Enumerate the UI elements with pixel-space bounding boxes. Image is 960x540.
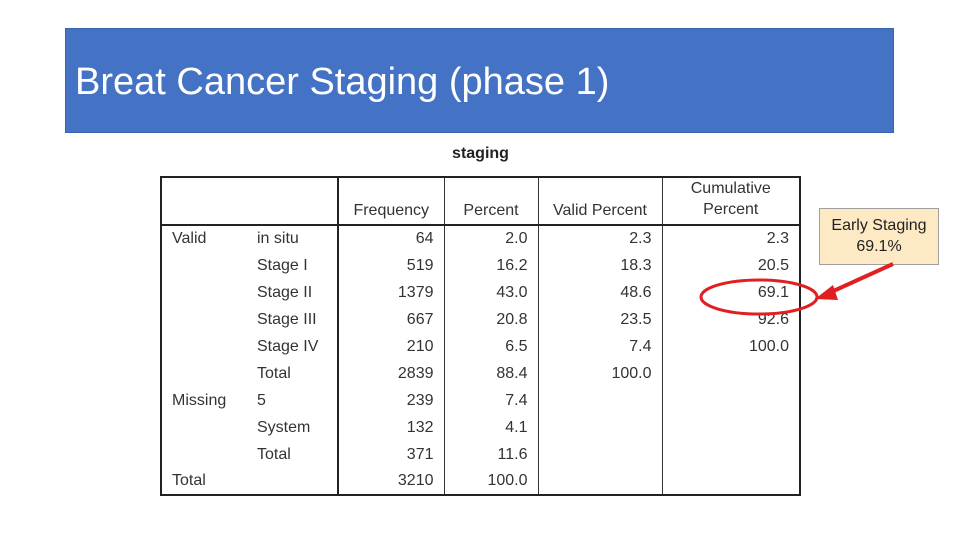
row-group-label (161, 333, 247, 360)
percent-cell: 2.0 (444, 225, 538, 252)
row-category-label: in situ (247, 225, 338, 252)
percent-cell: 11.6 (444, 441, 538, 468)
valid-percent-cell (538, 468, 662, 495)
frequency-cell: 64 (338, 225, 444, 252)
row-group-label (161, 306, 247, 333)
title-banner (65, 28, 894, 133)
cumulative-percent-cell: 100.0 (748, 337, 789, 355)
percent-cell: 43.0 (444, 279, 538, 306)
frequency-cell: 3210 (338, 468, 444, 495)
table-row (161, 360, 800, 387)
valid-percent-cell: 100.0 (538, 360, 662, 387)
staging-frequency-table (160, 176, 801, 496)
row-category-label: Total (247, 441, 338, 468)
valid-percent-cell (538, 414, 662, 441)
header-cumulative-line2: Percent (703, 201, 759, 218)
table-row (161, 441, 800, 468)
table-row (161, 414, 800, 441)
valid-percent-cell: 18.3 (538, 252, 662, 279)
cumulative-percent-cell: 92.6 (757, 310, 789, 328)
cumulative-percent-cell: 2.3 (766, 230, 789, 247)
percent-cell: 6.5 (444, 333, 538, 360)
frequency-cell: 210 (338, 333, 444, 360)
percent-cell: 20.8 (444, 306, 538, 333)
callout-line-1: Early Staging (831, 217, 927, 234)
frequency-cell: 1379 (338, 279, 444, 306)
header-cumulative-percent (662, 177, 800, 225)
percent-cell: 16.2 (444, 252, 538, 279)
row-group-label (161, 279, 247, 306)
table-row (161, 333, 800, 360)
header-blank-1 (161, 177, 247, 225)
table-row (161, 468, 800, 495)
slide-title: Breat Cancer Staging (phase 1) (75, 61, 610, 103)
valid-percent-cell (538, 441, 662, 468)
header-cumulative-line1: Cumulative (690, 180, 771, 197)
row-category-label: Stage III (247, 306, 338, 333)
header-blank-2 (247, 177, 338, 225)
callout-arrow-head (815, 285, 838, 300)
table-row (161, 279, 800, 306)
cumulative-percent-cell (662, 414, 800, 441)
table-row (161, 225, 800, 252)
percent-cell: 4.1 (444, 414, 538, 441)
valid-percent-cell: 23.5 (538, 306, 662, 333)
table-row (161, 387, 800, 414)
cumulative-percent-cell: 20.5 (757, 256, 789, 274)
cumulative-percent-cell (662, 468, 800, 495)
early-staging-callout (819, 208, 939, 265)
row-category-label: System (247, 414, 338, 441)
header-frequency: Frequency (338, 177, 444, 225)
row-group-label (161, 441, 247, 468)
frequency-cell: 371 (338, 441, 444, 468)
frequency-cell: 667 (338, 306, 444, 333)
valid-percent-cell: 7.4 (538, 333, 662, 360)
frequency-cell: 239 (338, 387, 444, 414)
table-header-row (161, 177, 800, 225)
cumulative-percent-cell (662, 360, 800, 387)
frequency-cell: 519 (338, 252, 444, 279)
row-category-label: Stage II (247, 279, 338, 306)
header-percent: Percent (444, 177, 538, 225)
valid-percent-cell (538, 387, 662, 414)
row-group-label (161, 252, 247, 279)
cumulative-percent-cell: 69.1 (757, 283, 789, 301)
row-category-label (247, 468, 338, 495)
frequency-cell: 2839 (338, 360, 444, 387)
row-group-label: Missing (172, 391, 227, 409)
row-group-label: Total (172, 472, 206, 489)
header-valid-percent: Valid Percent (538, 177, 662, 225)
cumulative-percent-cell (662, 387, 800, 414)
callout-line-2: 69.1% (856, 238, 902, 255)
callout-arrow-shaft (829, 264, 893, 293)
row-category-label: Total (247, 360, 338, 387)
row-group-label: Valid (172, 230, 207, 247)
percent-cell: 100.0 (444, 468, 538, 495)
row-category-label: 5 (247, 387, 338, 414)
table-row (161, 306, 800, 333)
row-group-label (161, 414, 247, 441)
table-caption: staging (452, 145, 509, 162)
valid-percent-cell: 2.3 (538, 225, 662, 252)
row-group-label (161, 360, 247, 387)
frequency-cell: 132 (338, 414, 444, 441)
row-category-label: Stage IV (247, 333, 338, 360)
valid-percent-cell: 48.6 (538, 279, 662, 306)
row-category-label: Stage I (247, 252, 338, 279)
cumulative-percent-cell (662, 441, 800, 468)
table-body (161, 225, 800, 495)
table-row (161, 252, 800, 279)
percent-cell: 7.4 (444, 387, 538, 414)
percent-cell: 88.4 (444, 360, 538, 387)
